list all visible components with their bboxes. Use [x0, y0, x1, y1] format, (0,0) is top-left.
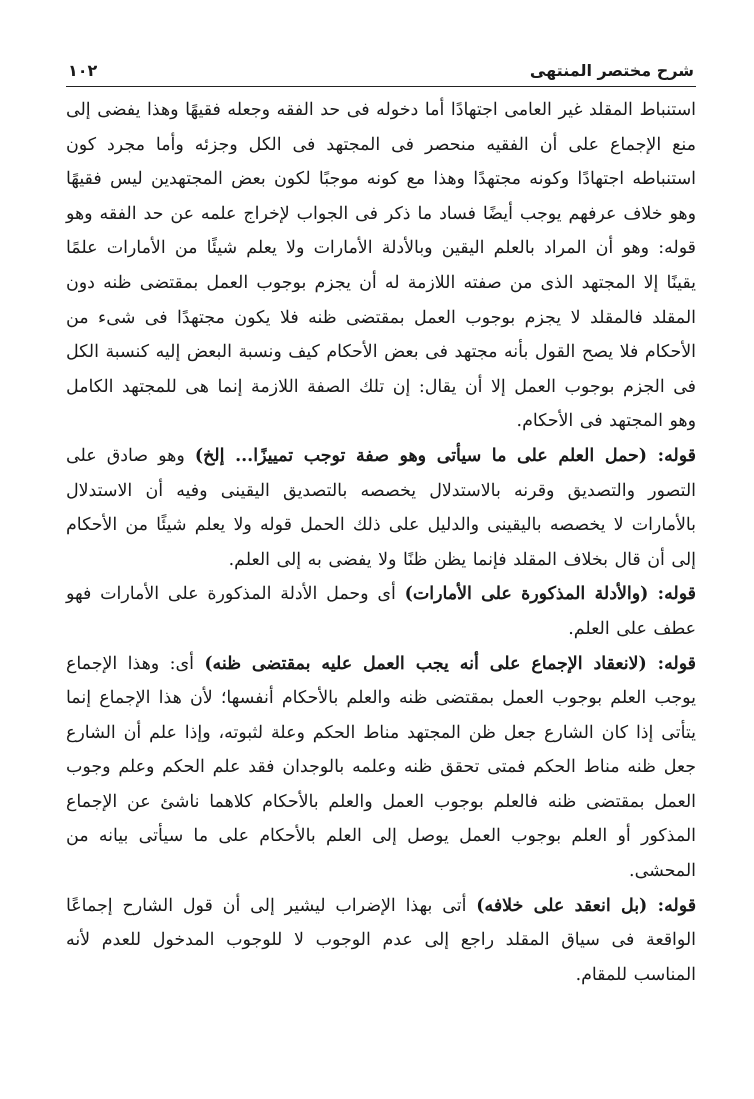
document-page	[66, 54, 696, 992]
page-number: ١٠٢	[68, 61, 98, 80]
paragraph-2	[66, 439, 696, 577]
header-rule	[66, 86, 696, 87]
paragraph-3	[66, 577, 696, 646]
paragraph-2-lemma: قوله: (حمل العلم على ما سيأتى وهو صفة توجب تمييزًا... إلخ)	[194, 445, 696, 466]
paragraph-4-lemma: قوله: (لانعقاد الإجماع على أنه يجب العمل عليه بمقتضى ظنه)	[204, 653, 696, 674]
document-body	[66, 93, 696, 992]
page-header	[66, 54, 696, 80]
paragraph-2-text: وهو صادق على التصور والتصديق وقرنه بالاستدلال يخصصه بالتصديق اليقينى وفيه أن الاستدلال بالأمارات لا يخصصه باليقينى والدليل على ذلك الحمل قوله ولا يعلم شيئًا من الأحكام إلى أن قال بخلاف المقلد فإنما يظن ظنًا ولا يفضى به إلى العلم.	[66, 445, 696, 570]
paragraph-1-text: استنباط المقلد غير العامى اجتهادًا أما دخوله فى حد الفقه وجعله فقيهًا وهذا يفضى إلى منع الإجماع على أن الفقيه منحصر فى المجتهد فى الكل وجزئه وأما مجرد كون استنباطه اجتهادًا وكونه مجتهدًا وهذا مع كونه موجبًا لكون بعض المجتهدين ليس فقيهًا وهو خلاف عرفهم يوجب أيضًا فساد ما ذكر فى الجواب لإخراج علمه عن حد الفقه وهو قوله: وهو أن المراد بالعلم اليقين وبالأدلة الأمارات ولا يعلم شيئًا من الأمارات علمًا يقينًا إلا المجتهد الذى من صفته اللازمة له أن يجزم بوجوب العمل بمقتضى ظنه دون المقلد فالمقلد لا يجزم بوجوب العمل بمقتضى ظنه فلا يكون مجتهدًا فى شىء من الأحكام فلا يصح القول بأنه مجتهد فى بعض الأحكام كيف ونسبة البعض إليه كنسبة الكل فى الجزم بوجوب العمل إلا أن يقال: إن تلك الصفة اللازمة إنما هى للمجتهد الكامل وهو المجتهد فى الأحكام.	[66, 100, 696, 432]
paragraph-1	[66, 93, 696, 439]
paragraph-4-text: أى: وهذا الإجماع يوجب العلم بوجوب العمل بمقتضى ظنه والعلم بالأحكام أنفسها؛ لأن هذا الإجماع إنما يتأتى إذا كان الشارع جعل ظن المجتهد مناط الحكم وعلة لثبوته، وإذا علم أن الشارع جعل ظنه مناط الحكم فمتى تحقق ظنه وعلمه بالوجدان فقد علم الحكم وعلم وجوب العمل بمقتضى ظنه فالعلم بوجوب العمل والعلم بالأحكام كلاهما ناشئ عن الإجماع المذكور أو العلم بوجوب العمل يوصل إلى العلم بالأحكام على ما سيأتى بيانه من المحشى.	[66, 653, 696, 882]
paragraph-4	[66, 647, 696, 889]
paragraph-3-text: أى وحمل الأدلة المذكورة على الأمارات فهو عطف على العلم.	[66, 584, 696, 639]
paragraph-3-lemma: قوله: (والأدلة المذكورة على الأمارات)	[404, 584, 696, 605]
running-title: شرح مختصر المنتهى	[529, 61, 694, 80]
paragraph-5-text: أتى بهذا الإضراب ليشير إلى أن قول الشارح إجماعًا الواقعة فى سياق المقلد راجع إلى عدم الوجوب لا للوجوب المدخول للعدم لأنه المناسب للمقام.	[66, 895, 696, 985]
paragraph-5-lemma: قوله: (بل انعقد على خلافه)	[476, 895, 697, 916]
paragraph-5	[66, 889, 696, 993]
